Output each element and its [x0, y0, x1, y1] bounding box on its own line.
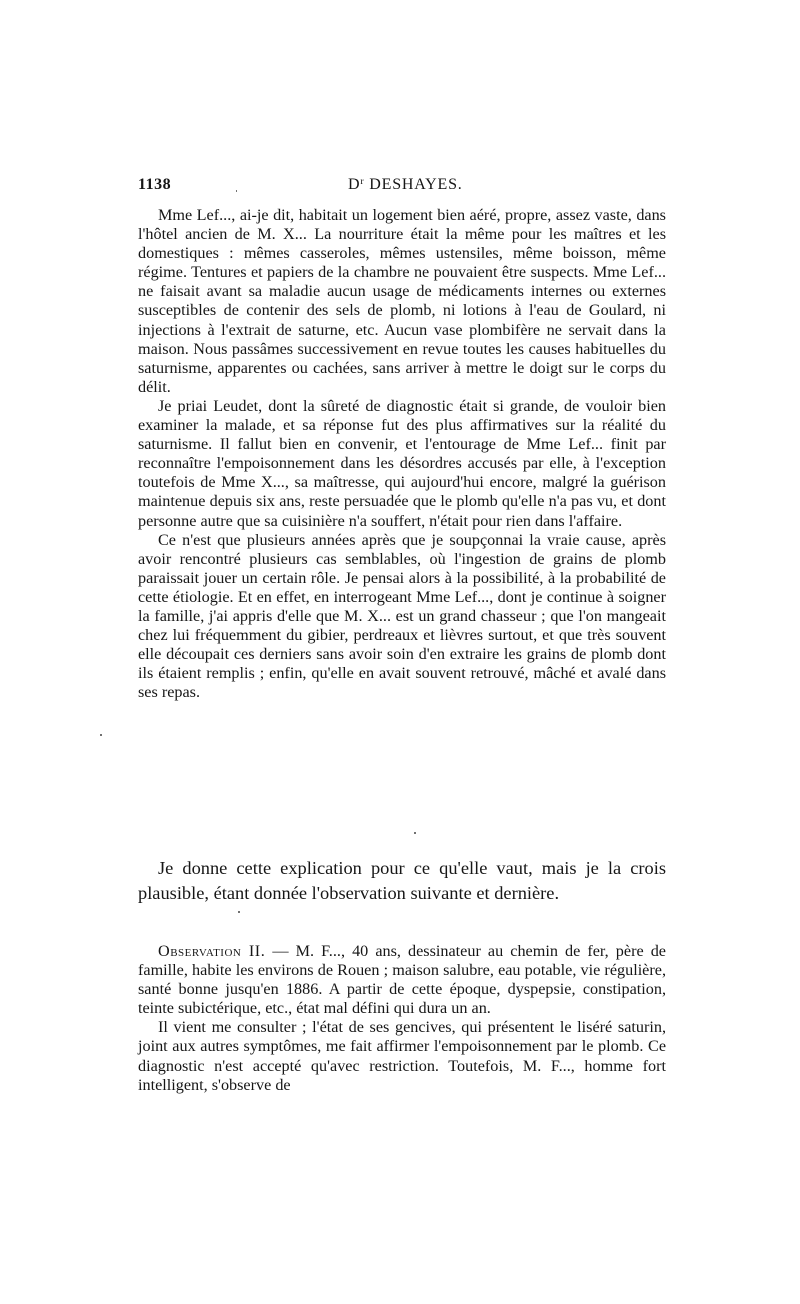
author-prefix: D	[348, 176, 361, 193]
page-number: 1138	[138, 176, 172, 193]
print-speck	[238, 911, 240, 913]
paragraph-3: Ce n'est que plusieurs années après que je soupçonnai la vraie cause, après avoir rencontré plusieurs cas semblables, où l'ingestion de grains de plomb paraissait jouer un certain rôle. Je pensai alors à la possibilité, à la probabilité de cette étiologie. Et en effet, en interrogeant Mme Lef..., dont je continue à soigner la famille, j'ai appris d'elle que M. X... est un grand chasseur ; que l'on mangeait chez lui fréquemment du gibier, perdreaux et lièvres surtout, et que très souvent elle découpait ces derniers sans avoir soin d'en extraire les grains de plomb dont ils étaient remplis ; enfin, qu'elle en avait souvent retrouvé, mâché et avalé dans ses repas.	[138, 530, 666, 702]
paragraph-2: Je priai Leudet, dont la sûreté de diagnostic était si grande, de vouloir bien examiner la malade, et sa réponse fut des plus affirmatives sur la réalité du saturnisme. Il fallut bien en convenir, et l'entourage de Mme Lef... finit par reconnaître l'empoisonnement dans les désordres accusés par elle, à l'exception toutefois de Mme X..., sa maîtresse, qui aujourd'hui encore, malgré la guérison maintenue depuis six ans, reste persuadée que le plomb qu'elle n'a pas vu, et dont personne autre que sa cuisinière n'a souffert, n'était pour rien dans l'affaire.	[138, 396, 666, 530]
author-suffix: r	[360, 176, 365, 188]
observation-text: — M. F..., 40 ans, dessinateur au chemin de fer, père de famille, habite les environs de Rouen ; maison salubre, eau potable, vie régulière, santé bonne jusqu'en 1886. A partir de cette époque, dyspepsie, constipation, teinte subictérique, etc., état mal défini qui dura un an.	[138, 942, 666, 1018]
main-text	[138, 206, 666, 702]
running-title	[348, 176, 463, 194]
observation-paragraph	[138, 942, 666, 1018]
print-speck	[100, 734, 102, 736]
last-paragraph: Il vient me consulter ; l'état de ses gencives, qui présentent le liséré saturin, joint aux autres symptômes, me fait affirmer l'empoisonnement par le plomb. Ce diagnostic n'est accepté qu'avec restriction. Toutefois, M. F..., homme fort intelligent, s'observe de	[138, 1018, 666, 1094]
explanation-block	[138, 856, 666, 905]
observation-block	[138, 942, 666, 1095]
page-header	[138, 176, 666, 200]
print-speck	[236, 190, 237, 192]
author-name: DESHAYES.	[364, 176, 463, 193]
observation-label: Observation II.	[158, 942, 266, 960]
print-speck	[414, 832, 416, 834]
explanation-paragraph: Je donne cette explication pour ce qu'elle vaut, mais je la crois plausible, étant donnée l'observation suivante et dernière.	[138, 858, 666, 903]
paragraph-1: Mme Lef..., ai-je dit, habitait un logement bien aéré, propre, assez vaste, dans l'hôtel ancien de M. X... La nourriture était la même pour les maîtres et les domestiques : mêmes casseroles, mêmes ustensiles, même boisson, même régime. Tentures et papiers de la chambre ne pouvaient être suspects. Mme Lef... ne faisait avant sa maladie aucun usage de médicaments internes ou externes susceptibles de contenir des sels de plomb, ni lotions à l'eau de Goulard, ni injections à l'extrait de saturne, etc. Aucun vase plombifère ne servait dans la maison. Nous passâmes successivement en revue toutes les causes habituelles du saturnisme, apparentes ou cachées, sans arriver à mettre le doigt sur le corps du délit.	[138, 206, 666, 396]
